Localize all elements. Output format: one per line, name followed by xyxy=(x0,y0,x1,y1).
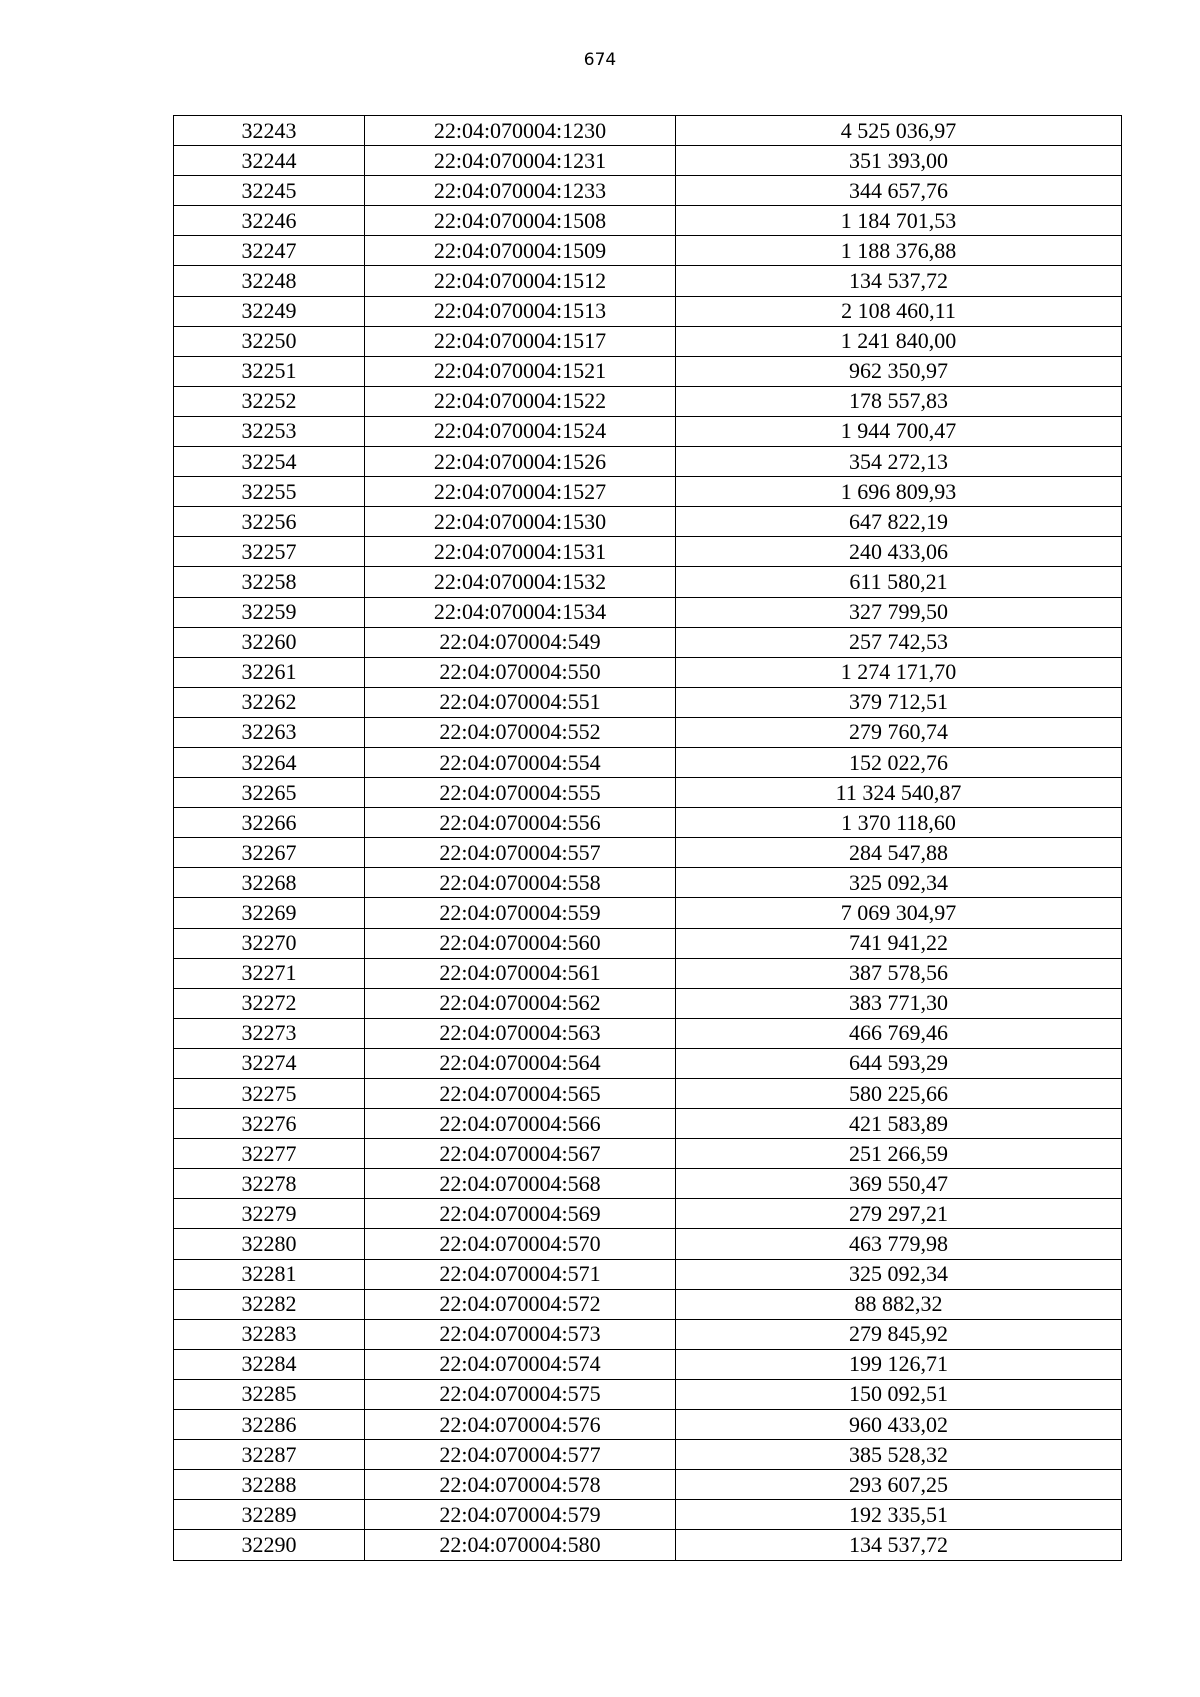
cadastral-number-cell: 22:04:070004:1233 xyxy=(365,176,676,206)
table-row xyxy=(174,236,1122,266)
value-cell: 134 537,72 xyxy=(676,266,1122,296)
table-row xyxy=(174,1379,1122,1409)
table-row xyxy=(174,1139,1122,1169)
row-number-cell: 32243 xyxy=(174,116,365,146)
row-number-cell: 32279 xyxy=(174,1199,365,1229)
cadastral-number-cell: 22:04:070004:558 xyxy=(365,868,676,898)
value-cell: 1 241 840,00 xyxy=(676,326,1122,356)
value-cell: 325 092,34 xyxy=(676,868,1122,898)
cadastral-number-cell: 22:04:070004:1526 xyxy=(365,447,676,477)
value-cell: 1 944 700,47 xyxy=(676,416,1122,446)
table-row xyxy=(174,958,1122,988)
cadastral-number-cell: 22:04:070004:575 xyxy=(365,1379,676,1409)
row-number-cell: 32268 xyxy=(174,868,365,898)
table-row xyxy=(174,657,1122,687)
cadastral-number-cell: 22:04:070004:572 xyxy=(365,1289,676,1319)
value-cell: 284 547,88 xyxy=(676,838,1122,868)
row-number-cell: 32251 xyxy=(174,356,365,386)
cadastral-number-cell: 22:04:070004:559 xyxy=(365,898,676,928)
table-row xyxy=(174,597,1122,627)
table-row xyxy=(174,1410,1122,1440)
row-number-cell: 32264 xyxy=(174,747,365,777)
value-cell: 2 108 460,11 xyxy=(676,296,1122,326)
table-row xyxy=(174,386,1122,416)
table-row xyxy=(174,808,1122,838)
row-number-cell: 32258 xyxy=(174,567,365,597)
cadastral-number-cell: 22:04:070004:563 xyxy=(365,1018,676,1048)
row-number-cell: 32254 xyxy=(174,447,365,477)
cadastral-number-cell: 22:04:070004:557 xyxy=(365,838,676,868)
value-cell: 251 266,59 xyxy=(676,1139,1122,1169)
value-cell: 257 742,53 xyxy=(676,627,1122,657)
row-number-cell: 32257 xyxy=(174,537,365,567)
row-number-cell: 32249 xyxy=(174,296,365,326)
cadastral-number-cell: 22:04:070004:1521 xyxy=(365,356,676,386)
value-cell: 4 525 036,97 xyxy=(676,116,1122,146)
table-row xyxy=(174,898,1122,928)
table-row xyxy=(174,326,1122,356)
cadastral-number-cell: 22:04:070004:565 xyxy=(365,1079,676,1109)
value-cell: 387 578,56 xyxy=(676,958,1122,988)
table-row xyxy=(174,717,1122,747)
row-number-cell: 32256 xyxy=(174,507,365,537)
cadastral-number-cell: 22:04:070004:567 xyxy=(365,1139,676,1169)
cadastral-number-cell: 22:04:070004:560 xyxy=(365,928,676,958)
value-cell: 327 799,50 xyxy=(676,597,1122,627)
table-row xyxy=(174,1319,1122,1349)
table-row xyxy=(174,1440,1122,1470)
value-cell: 379 712,51 xyxy=(676,687,1122,717)
row-number-cell: 32260 xyxy=(174,627,365,657)
value-cell: 199 126,71 xyxy=(676,1349,1122,1379)
table-row xyxy=(174,988,1122,1018)
table-row xyxy=(174,356,1122,386)
cadastral-number-cell: 22:04:070004:580 xyxy=(365,1530,676,1560)
row-number-cell: 32262 xyxy=(174,687,365,717)
row-number-cell: 32273 xyxy=(174,1018,365,1048)
table-row xyxy=(174,1229,1122,1259)
table-row xyxy=(174,838,1122,868)
row-number-cell: 32283 xyxy=(174,1319,365,1349)
row-number-cell: 32278 xyxy=(174,1169,365,1199)
cadastral-number-cell: 22:04:070004:564 xyxy=(365,1048,676,1078)
row-number-cell: 32286 xyxy=(174,1410,365,1440)
cadastral-number-cell: 22:04:070004:1513 xyxy=(365,296,676,326)
table-row xyxy=(174,1169,1122,1199)
value-cell: 644 593,29 xyxy=(676,1048,1122,1078)
value-cell: 962 350,97 xyxy=(676,356,1122,386)
table-row xyxy=(174,1530,1122,1560)
table-row xyxy=(174,507,1122,537)
table-row xyxy=(174,296,1122,326)
table-row xyxy=(174,1500,1122,1530)
table-body xyxy=(174,116,1122,1561)
row-number-cell: 32282 xyxy=(174,1289,365,1319)
cadastral-number-cell: 22:04:070004:579 xyxy=(365,1500,676,1530)
row-number-cell: 32281 xyxy=(174,1259,365,1289)
value-cell: 580 225,66 xyxy=(676,1079,1122,1109)
cadastral-number-cell: 22:04:070004:569 xyxy=(365,1199,676,1229)
table-row xyxy=(174,868,1122,898)
row-number-cell: 32252 xyxy=(174,386,365,416)
value-cell: 325 092,34 xyxy=(676,1259,1122,1289)
cadastral-number-cell: 22:04:070004:1534 xyxy=(365,597,676,627)
table-row xyxy=(174,1018,1122,1048)
value-cell: 279 297,21 xyxy=(676,1199,1122,1229)
value-cell: 88 882,32 xyxy=(676,1289,1122,1319)
value-cell: 279 760,74 xyxy=(676,717,1122,747)
cadastral-number-cell: 22:04:070004:562 xyxy=(365,988,676,1018)
row-number-cell: 32267 xyxy=(174,838,365,868)
cadastral-number-cell: 22:04:070004:577 xyxy=(365,1440,676,1470)
row-number-cell: 32246 xyxy=(174,206,365,236)
cadastral-number-cell: 22:04:070004:571 xyxy=(365,1259,676,1289)
row-number-cell: 32248 xyxy=(174,266,365,296)
cadastral-number-cell: 22:04:070004:1509 xyxy=(365,236,676,266)
table-row xyxy=(174,1048,1122,1078)
row-number-cell: 32259 xyxy=(174,597,365,627)
cadastral-number-cell: 22:04:070004:1508 xyxy=(365,206,676,236)
cadastral-number-cell: 22:04:070004:1524 xyxy=(365,416,676,446)
table-row xyxy=(174,1079,1122,1109)
value-cell: 279 845,92 xyxy=(676,1319,1122,1349)
table-row xyxy=(174,447,1122,477)
cadastral-number-cell: 22:04:070004:552 xyxy=(365,717,676,747)
row-number-cell: 32285 xyxy=(174,1379,365,1409)
row-number-cell: 32253 xyxy=(174,416,365,446)
table-row xyxy=(174,146,1122,176)
table-row xyxy=(174,116,1122,146)
value-cell: 383 771,30 xyxy=(676,988,1122,1018)
row-number-cell: 32247 xyxy=(174,236,365,266)
value-cell: 354 272,13 xyxy=(676,447,1122,477)
row-number-cell: 32250 xyxy=(174,326,365,356)
table-row xyxy=(174,477,1122,507)
value-cell: 611 580,21 xyxy=(676,567,1122,597)
row-number-cell: 32244 xyxy=(174,146,365,176)
value-cell: 1 370 118,60 xyxy=(676,808,1122,838)
cadastral-number-cell: 22:04:070004:1527 xyxy=(365,477,676,507)
value-cell: 150 092,51 xyxy=(676,1379,1122,1409)
cadastral-number-cell: 22:04:070004:1530 xyxy=(365,507,676,537)
row-number-cell: 32265 xyxy=(174,778,365,808)
cadastral-number-cell: 22:04:070004:556 xyxy=(365,808,676,838)
value-cell: 1 274 171,70 xyxy=(676,657,1122,687)
table-row xyxy=(174,1109,1122,1139)
data-table xyxy=(173,115,1122,1561)
cadastral-number-cell: 22:04:070004:554 xyxy=(365,747,676,777)
row-number-cell: 32266 xyxy=(174,808,365,838)
row-number-cell: 32261 xyxy=(174,657,365,687)
value-cell: 7 069 304,97 xyxy=(676,898,1122,928)
cadastral-number-cell: 22:04:070004:1517 xyxy=(365,326,676,356)
row-number-cell: 32287 xyxy=(174,1440,365,1470)
table-row xyxy=(174,266,1122,296)
cadastral-number-cell: 22:04:070004:1512 xyxy=(365,266,676,296)
table-row xyxy=(174,778,1122,808)
table-row xyxy=(174,1289,1122,1319)
value-cell: 647 822,19 xyxy=(676,507,1122,537)
value-cell: 134 537,72 xyxy=(676,1530,1122,1560)
row-number-cell: 32289 xyxy=(174,1500,365,1530)
table-row xyxy=(174,627,1122,657)
value-cell: 1 184 701,53 xyxy=(676,206,1122,236)
table-row xyxy=(174,1259,1122,1289)
table-row xyxy=(174,747,1122,777)
value-cell: 152 022,76 xyxy=(676,747,1122,777)
value-cell: 369 550,47 xyxy=(676,1169,1122,1199)
value-cell: 344 657,76 xyxy=(676,176,1122,206)
cadastral-number-cell: 22:04:070004:1230 xyxy=(365,116,676,146)
table-row xyxy=(174,1470,1122,1500)
cadastral-number-cell: 22:04:070004:574 xyxy=(365,1349,676,1379)
row-number-cell: 32272 xyxy=(174,988,365,1018)
table-row xyxy=(174,928,1122,958)
row-number-cell: 32255 xyxy=(174,477,365,507)
cadastral-number-cell: 22:04:070004:555 xyxy=(365,778,676,808)
table-row xyxy=(174,416,1122,446)
row-number-cell: 32270 xyxy=(174,928,365,958)
row-number-cell: 32277 xyxy=(174,1139,365,1169)
table-row xyxy=(174,687,1122,717)
value-cell: 466 769,46 xyxy=(676,1018,1122,1048)
cadastral-number-cell: 22:04:070004:568 xyxy=(365,1169,676,1199)
row-number-cell: 32263 xyxy=(174,717,365,747)
cadastral-number-cell: 22:04:070004:549 xyxy=(365,627,676,657)
value-cell: 192 335,51 xyxy=(676,1500,1122,1530)
table-row xyxy=(174,1199,1122,1229)
cadastral-number-cell: 22:04:070004:1231 xyxy=(365,146,676,176)
table-row xyxy=(174,176,1122,206)
cadastral-number-cell: 22:04:070004:570 xyxy=(365,1229,676,1259)
value-cell: 11 324 540,87 xyxy=(676,778,1122,808)
cadastral-number-cell: 22:04:070004:1531 xyxy=(365,537,676,567)
cadastral-number-cell: 22:04:070004:576 xyxy=(365,1410,676,1440)
cadastral-number-cell: 22:04:070004:561 xyxy=(365,958,676,988)
value-cell: 421 583,89 xyxy=(676,1109,1122,1139)
page-number: 674 xyxy=(583,50,617,70)
value-cell: 1 696 809,93 xyxy=(676,477,1122,507)
row-number-cell: 32275 xyxy=(174,1079,365,1109)
cadastral-number-cell: 22:04:070004:551 xyxy=(365,687,676,717)
cadastral-number-cell: 22:04:070004:550 xyxy=(365,657,676,687)
value-cell: 240 433,06 xyxy=(676,537,1122,567)
value-cell: 960 433,02 xyxy=(676,1410,1122,1440)
row-number-cell: 32284 xyxy=(174,1349,365,1379)
row-number-cell: 32245 xyxy=(174,176,365,206)
table-row xyxy=(174,567,1122,597)
table-row xyxy=(174,1349,1122,1379)
value-cell: 178 557,83 xyxy=(676,386,1122,416)
value-cell: 351 393,00 xyxy=(676,146,1122,176)
value-cell: 741 941,22 xyxy=(676,928,1122,958)
row-number-cell: 32288 xyxy=(174,1470,365,1500)
cadastral-number-cell: 22:04:070004:1522 xyxy=(365,386,676,416)
row-number-cell: 32280 xyxy=(174,1229,365,1259)
row-number-cell: 32269 xyxy=(174,898,365,928)
row-number-cell: 32274 xyxy=(174,1048,365,1078)
cadastral-number-cell: 22:04:070004:566 xyxy=(365,1109,676,1139)
row-number-cell: 32290 xyxy=(174,1530,365,1560)
value-cell: 1 188 376,88 xyxy=(676,236,1122,266)
row-number-cell: 32276 xyxy=(174,1109,365,1139)
cadastral-number-cell: 22:04:070004:1532 xyxy=(365,567,676,597)
cadastral-number-cell: 22:04:070004:573 xyxy=(365,1319,676,1349)
value-cell: 385 528,32 xyxy=(676,1440,1122,1470)
table-row xyxy=(174,537,1122,567)
row-number-cell: 32271 xyxy=(174,958,365,988)
table-row xyxy=(174,206,1122,236)
cadastral-number-cell: 22:04:070004:578 xyxy=(365,1470,676,1500)
value-cell: 293 607,25 xyxy=(676,1470,1122,1500)
value-cell: 463 779,98 xyxy=(676,1229,1122,1259)
